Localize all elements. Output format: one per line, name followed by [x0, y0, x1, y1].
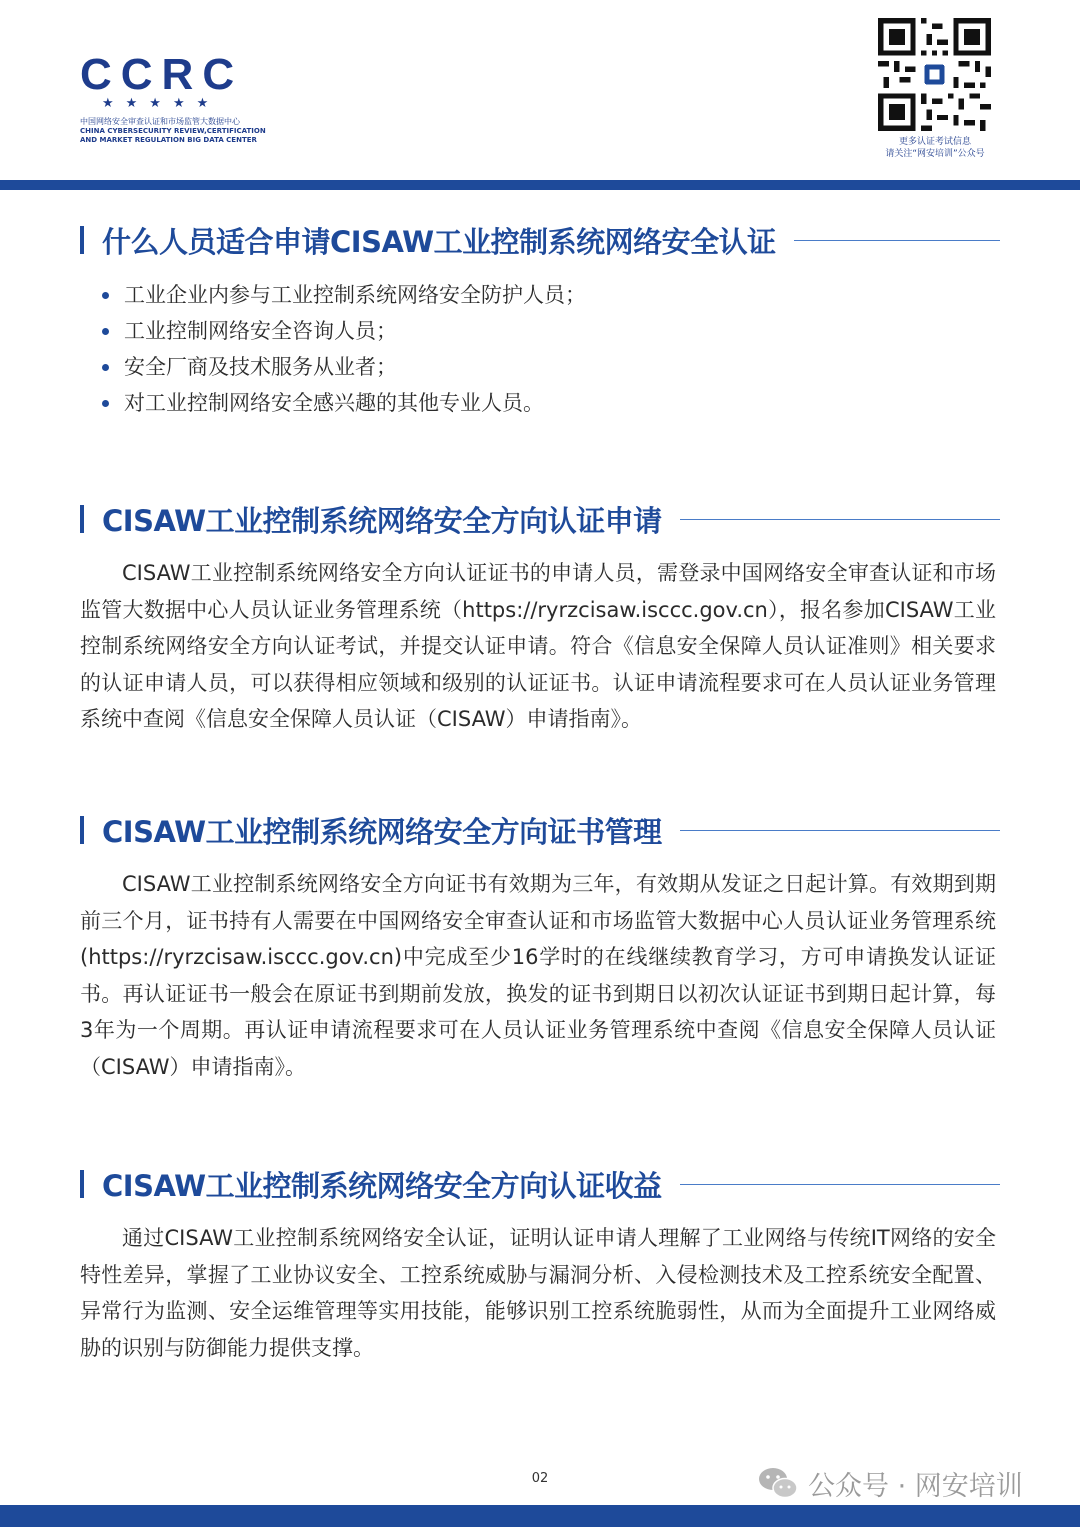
eligibility-list	[100, 277, 586, 421]
section-title: 什么人员适合申请CISAW工业控制系统网络安全认证	[102, 224, 776, 259]
heading-rule	[794, 240, 1000, 241]
heading-accent-bar	[80, 505, 84, 533]
application-paragraph: CISAW工业控制系统网络安全方向认证证书的申请人员，需登录中国网络安全审查认证和市场监管大数据中心人员认证业务管理系统（https://ryrzcisaw.isccc.gov.cn），报名参加CISAW工业控制系统网络安全方向认证考试，并提交认证申请。符合《信息安全保障人员认证准则》相关要求的认证申请人员，可以获得相应领域和级别的认证证书。认证申请流程要求可在人员认证业务管理系统中查阅《信息安全保障人员认证（CISAW）申请指南》。	[80, 561, 996, 731]
wechat-icon	[758, 1465, 798, 1501]
qr-caption-line2: 请关注“网安培训”公众号	[885, 149, 985, 159]
page-number: 02	[531, 1471, 549, 1486]
list-item: 对工业控制网络安全感兴趣的其他专业人员。	[100, 385, 586, 421]
header-divider-bar	[0, 180, 1080, 190]
section-title: CISAW工业控制系统网络安全方向认证申请	[102, 503, 662, 538]
section-heading-eligibility	[80, 220, 1000, 260]
heading-accent-bar	[80, 226, 84, 254]
list-item: 工业企业内参与工业控制系统网络安全防护人员；	[100, 277, 586, 313]
ccrc-logo	[80, 50, 280, 145]
logo-stars: ★★★★★	[102, 96, 221, 111]
wechat-watermark	[758, 1463, 1023, 1503]
qr-caption	[860, 136, 1010, 160]
heading-accent-bar	[80, 1170, 84, 1198]
heading-rule	[680, 519, 1000, 520]
section-heading-benefits	[80, 1164, 1000, 1204]
section-heading-application	[80, 499, 1000, 539]
heading-rule	[680, 830, 1000, 831]
section-title: CISAW工业控制系统网络安全方向证书管理	[102, 814, 662, 849]
watermark-text: 公众号 · 网安培训	[808, 1470, 1023, 1502]
heading-accent-bar	[80, 816, 84, 844]
logo-wordmark: CCRC	[80, 50, 244, 99]
certificate-management-paragraph: CISAW工业控制系统网络安全方向证书有效期为三年，有效期从发证之日起计算。有效期到期前三个月，证书持有人需要在中国网络安全审查认证和市场监管大数据中心人员认证业务管理系统(https://ryrzcisaw.isccc.gov.cn)中完成至少16学时的在线继续教育学习，方可申请换发认证证书。再认证证书一般会在原证书到期前发放，换发的证书到期日以初次认证证书到期日起计算，每3年为一个周期。再认证申请流程要求可在人员认证业务管理系统中查阅《信息安全保障人员认证（CISAW）申请指南》。	[80, 872, 996, 1079]
list-item: 工业控制网络安全咨询人员；	[100, 313, 586, 349]
footer-bar	[0, 1505, 1080, 1527]
logo-english-name-line2: AND MARKET REGULATION BIG DATA CENTER	[80, 136, 257, 144]
benefits-paragraph: 通过CISAW工业控制系统网络安全认证，证明认证申请人理解了工业网络与传统IT网络的安全特性差异，掌握了工业协议安全、工控系统威胁与漏洞分析、入侵检测技术及工控系统安全配置、异常行为监测、安全运维管理等实用技能，能够识别工控系统脆弱性，从而为全面提升工业网络威胁的识别与防御能力提供支撑。	[80, 1226, 996, 1360]
qr-caption-line1: 更多认证考试信息	[898, 137, 971, 147]
heading-rule	[680, 1184, 1000, 1185]
list-item: 安全厂商及技术服务从业者；	[100, 349, 586, 385]
section-title: CISAW工业控制系统网络安全方向认证收益	[102, 1168, 662, 1203]
logo-english-name-line1: CHINA CYBERSECURITY REVIEW,CERTIFICATION	[80, 127, 266, 135]
section-heading-certificate-management	[80, 810, 1000, 850]
logo-chinese-name: 中国网络安全审查认证和市场监管大数据中心	[80, 117, 240, 126]
qr-code-icon	[878, 18, 991, 131]
